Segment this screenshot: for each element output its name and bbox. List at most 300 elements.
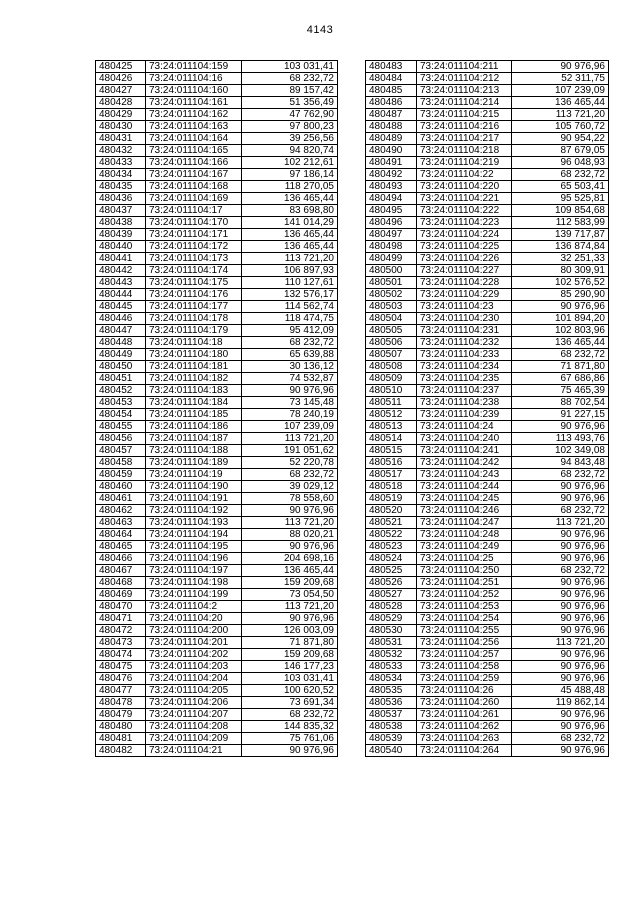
table-row — [96, 577, 338, 589]
cadastral-number: 73:24:011104:185 — [146, 409, 242, 421]
cadastral-value: 90 976,96 — [242, 505, 338, 517]
cadastral-number: 73:24:011104:166 — [146, 157, 242, 169]
table-row — [96, 205, 338, 217]
cadastral-number: 73:24:011104:217 — [417, 133, 512, 145]
table-row — [96, 313, 338, 325]
table-row — [366, 637, 609, 649]
cadastral-value: 52 311,75 — [512, 73, 609, 85]
cadastral-number: 73:24:011104:161 — [146, 97, 242, 109]
row-number: 480434 — [96, 169, 146, 181]
row-number: 480530 — [366, 625, 417, 637]
table-row — [366, 457, 609, 469]
row-number: 480464 — [96, 529, 146, 541]
cadastral-value: 90 976,96 — [512, 709, 609, 721]
table-row — [366, 145, 609, 157]
table-row — [366, 373, 609, 385]
table-row — [96, 229, 338, 241]
cadastral-value: 144 835,32 — [242, 721, 338, 733]
table-row — [366, 517, 609, 529]
cadastral-value: 159 209,68 — [242, 577, 338, 589]
table-row — [96, 433, 338, 445]
table-row — [366, 85, 609, 97]
row-number: 480517 — [366, 469, 417, 481]
row-number: 480526 — [366, 577, 417, 589]
cadastral-value: 68 232,72 — [512, 565, 609, 577]
row-number: 480442 — [96, 265, 146, 277]
cadastral-number: 73:24:011104:232 — [417, 337, 512, 349]
table-row — [96, 409, 338, 421]
cadastral-value: 90 976,96 — [512, 529, 609, 541]
cadastral-value: 136 465,44 — [242, 565, 338, 577]
cadastral-value: 204 698,16 — [242, 553, 338, 565]
table-row — [366, 61, 609, 73]
row-number: 480482 — [96, 745, 146, 757]
table-row — [366, 733, 609, 745]
table-row — [366, 577, 609, 589]
table-row — [96, 745, 338, 757]
cadastral-number: 73:24:011104:256 — [417, 637, 512, 649]
table-row — [96, 73, 338, 85]
table-row — [366, 625, 609, 637]
table-row — [96, 253, 338, 265]
table-row — [366, 409, 609, 421]
cadastral-number: 73:24:011104:253 — [417, 601, 512, 613]
row-number: 480456 — [96, 433, 146, 445]
row-number: 480460 — [96, 481, 146, 493]
cadastral-number: 73:24:011104:225 — [417, 241, 512, 253]
table-row — [96, 373, 338, 385]
cadastral-number: 73:24:011104:21 — [146, 745, 242, 757]
row-number: 480447 — [96, 325, 146, 337]
cadastral-number: 73:24:011104:261 — [417, 709, 512, 721]
cadastral-value: 139 717,87 — [512, 229, 609, 241]
row-number: 480438 — [96, 217, 146, 229]
cadastral-table-right — [365, 60, 609, 757]
cadastral-value: 45 488,48 — [512, 685, 609, 697]
table-row — [96, 709, 338, 721]
row-number: 480466 — [96, 553, 146, 565]
cadastral-number: 73:24:011104:224 — [417, 229, 512, 241]
table-row — [96, 157, 338, 169]
table-row — [96, 145, 338, 157]
table-row — [96, 457, 338, 469]
row-number: 480496 — [366, 217, 417, 229]
row-number: 480427 — [96, 85, 146, 97]
cadastral-value: 136 465,44 — [512, 97, 609, 109]
row-number: 480504 — [366, 313, 417, 325]
row-number: 480439 — [96, 229, 146, 241]
row-number: 480479 — [96, 709, 146, 721]
row-number: 480499 — [366, 253, 417, 265]
table-row — [96, 517, 338, 529]
cadastral-number: 73:24:011104:20 — [146, 613, 242, 625]
table-row — [366, 493, 609, 505]
cadastral-value: 110 127,61 — [242, 277, 338, 289]
table-row — [96, 193, 338, 205]
cadastral-number: 73:24:011104:159 — [146, 61, 242, 73]
table-row — [96, 445, 338, 457]
row-number: 480491 — [366, 157, 417, 169]
table-row — [366, 649, 609, 661]
cadastral-value: 90 976,96 — [512, 625, 609, 637]
cadastral-number: 73:24:011104:197 — [146, 565, 242, 577]
table-row — [96, 673, 338, 685]
cadastral-value: 132 576,17 — [242, 289, 338, 301]
row-number: 480512 — [366, 409, 417, 421]
table-row — [96, 301, 338, 313]
row-number: 480425 — [96, 61, 146, 73]
cadastral-number: 73:24:011104:218 — [417, 145, 512, 157]
table-row — [366, 565, 609, 577]
cadastral-number: 73:24:011104:242 — [417, 457, 512, 469]
cadastral-value: 68 232,72 — [242, 337, 338, 349]
table-row — [366, 673, 609, 685]
cadastral-value: 101 894,20 — [512, 313, 609, 325]
cadastral-number: 73:24:011104:184 — [146, 397, 242, 409]
cadastral-number: 73:24:011104:203 — [146, 661, 242, 673]
row-number: 480537 — [366, 709, 417, 721]
cadastral-number: 73:24:011104:207 — [146, 709, 242, 721]
row-number: 480505 — [366, 325, 417, 337]
cadastral-value: 90 976,96 — [242, 613, 338, 625]
cadastral-number: 73:24:011104:175 — [146, 277, 242, 289]
cadastral-value: 68 232,72 — [512, 733, 609, 745]
cadastral-number: 73:24:011104:26 — [417, 685, 512, 697]
cadastral-value: 85 290,90 — [512, 289, 609, 301]
cadastral-number: 73:24:011104:169 — [146, 193, 242, 205]
table-row — [96, 649, 338, 661]
cadastral-number: 73:24:011104:235 — [417, 373, 512, 385]
cadastral-value: 113 721,20 — [512, 109, 609, 121]
table-row — [366, 601, 609, 613]
cadastral-value: 95 412,09 — [242, 325, 338, 337]
cadastral-number: 73:24:011104:254 — [417, 613, 512, 625]
row-number: 480472 — [96, 625, 146, 637]
cadastral-number: 73:24:011104:211 — [417, 61, 512, 73]
cadastral-number: 73:24:011104:260 — [417, 697, 512, 709]
cadastral-number: 73:24:011104:18 — [146, 337, 242, 349]
cadastral-number: 73:24:011104:219 — [417, 157, 512, 169]
cadastral-number: 73:24:011104:174 — [146, 265, 242, 277]
table-row — [96, 241, 338, 253]
cadastral-value: 68 232,72 — [512, 169, 609, 181]
table-row — [366, 445, 609, 457]
table-row — [366, 541, 609, 553]
table-row — [96, 697, 338, 709]
table-row — [366, 745, 609, 757]
cadastral-value: 90 976,96 — [512, 649, 609, 661]
cadastral-number: 73:24:011104:209 — [146, 733, 242, 745]
row-number: 480433 — [96, 157, 146, 169]
row-number: 480539 — [366, 733, 417, 745]
row-number: 480494 — [366, 193, 417, 205]
cadastral-value: 136 465,44 — [242, 241, 338, 253]
cadastral-value: 100 620,52 — [242, 685, 338, 697]
table-row — [366, 265, 609, 277]
cadastral-number: 73:24:011104:249 — [417, 541, 512, 553]
table-row — [96, 97, 338, 109]
row-number: 480497 — [366, 229, 417, 241]
cadastral-value: 118 270,05 — [242, 181, 338, 193]
cadastral-number: 73:24:011104:19 — [146, 469, 242, 481]
row-number: 480463 — [96, 517, 146, 529]
cadastral-value: 39 029,12 — [242, 481, 338, 493]
table-row — [96, 721, 338, 733]
row-number: 480524 — [366, 553, 417, 565]
row-number: 480469 — [96, 589, 146, 601]
row-number: 480474 — [96, 649, 146, 661]
row-number: 480470 — [96, 601, 146, 613]
table-row — [366, 397, 609, 409]
cadastral-value: 68 232,72 — [512, 469, 609, 481]
cadastral-value: 90 976,96 — [512, 721, 609, 733]
cadastral-value: 73 691,34 — [242, 697, 338, 709]
row-number: 480435 — [96, 181, 146, 193]
row-number: 480445 — [96, 301, 146, 313]
table-row — [366, 721, 609, 733]
cadastral-value: 65 639,88 — [242, 349, 338, 361]
row-number: 480500 — [366, 265, 417, 277]
row-number: 480436 — [96, 193, 146, 205]
table-row — [366, 193, 609, 205]
row-number: 480468 — [96, 577, 146, 589]
table-row — [366, 241, 609, 253]
table-row — [96, 277, 338, 289]
cadastral-number: 73:24:011104:17 — [146, 205, 242, 217]
cadastral-value: 90 976,96 — [512, 745, 609, 757]
table-row — [366, 349, 609, 361]
table-row — [366, 109, 609, 121]
row-number: 480428 — [96, 97, 146, 109]
cadastral-number: 73:24:011104:181 — [146, 361, 242, 373]
cadastral-value: 113 721,20 — [242, 517, 338, 529]
table-row — [96, 685, 338, 697]
cadastral-number: 73:24:011104:162 — [146, 109, 242, 121]
row-number: 480522 — [366, 529, 417, 541]
table-row — [366, 133, 609, 145]
row-number: 480492 — [366, 169, 417, 181]
cadastral-number: 73:24:011104:190 — [146, 481, 242, 493]
cadastral-value: 68 232,72 — [512, 349, 609, 361]
cadastral-value: 112 583,99 — [512, 217, 609, 229]
cadastral-number: 73:24:011104:262 — [417, 721, 512, 733]
table-row — [366, 277, 609, 289]
cadastral-value: 90 976,96 — [242, 385, 338, 397]
cadastral-number: 73:24:011104:212 — [417, 73, 512, 85]
cadastral-value: 113 721,20 — [512, 517, 609, 529]
cadastral-number: 73:24:011104:241 — [417, 445, 512, 457]
cadastral-number: 73:24:011104:195 — [146, 541, 242, 553]
row-number: 480455 — [96, 421, 146, 433]
cadastral-number: 73:24:011104:250 — [417, 565, 512, 577]
row-number: 480513 — [366, 421, 417, 433]
page-number: 4143 — [306, 24, 334, 36]
table-row — [96, 493, 338, 505]
cadastral-number: 73:24:011104:231 — [417, 325, 512, 337]
cadastral-value: 89 157,42 — [242, 85, 338, 97]
cadastral-number: 73:24:011104:258 — [417, 661, 512, 673]
row-number: 480473 — [96, 637, 146, 649]
cadastral-value: 90 976,96 — [242, 745, 338, 757]
cadastral-value: 96 048,93 — [512, 157, 609, 169]
cadastral-number: 73:24:011104:180 — [146, 349, 242, 361]
cadastral-value: 90 976,96 — [512, 493, 609, 505]
row-number: 480483 — [366, 61, 417, 73]
cadastral-table-left — [95, 60, 338, 757]
cadastral-value: 68 232,72 — [512, 505, 609, 517]
cadastral-value: 114 562,74 — [242, 301, 338, 313]
cadastral-value: 136 465,44 — [242, 229, 338, 241]
row-number: 480511 — [366, 397, 417, 409]
table-row — [366, 469, 609, 481]
table-row — [96, 349, 338, 361]
cadastral-value: 30 136,12 — [242, 361, 338, 373]
row-number: 480467 — [96, 565, 146, 577]
cadastral-value: 113 721,20 — [242, 433, 338, 445]
row-number: 480493 — [366, 181, 417, 193]
cadastral-value: 90 976,96 — [512, 613, 609, 625]
cadastral-value: 103 031,41 — [242, 673, 338, 685]
row-number: 480485 — [366, 85, 417, 97]
cadastral-number: 73:24:011104:259 — [417, 673, 512, 685]
row-number: 480449 — [96, 349, 146, 361]
row-number: 480501 — [366, 277, 417, 289]
row-number: 480527 — [366, 589, 417, 601]
cadastral-value: 71 871,80 — [242, 637, 338, 649]
table-row — [96, 265, 338, 277]
row-number: 480461 — [96, 493, 146, 505]
cadastral-value: 97 800,23 — [242, 121, 338, 133]
row-number: 480478 — [96, 697, 146, 709]
cadastral-number: 73:24:011104:214 — [417, 97, 512, 109]
cadastral-number: 73:24:011104:204 — [146, 673, 242, 685]
row-number: 480523 — [366, 541, 417, 553]
cadastral-number: 73:24:011104:202 — [146, 649, 242, 661]
cadastral-value: 90 976,96 — [512, 541, 609, 553]
cadastral-number: 73:24:011104:167 — [146, 169, 242, 181]
table-row — [366, 505, 609, 517]
cadastral-number: 73:24:011104:164 — [146, 133, 242, 145]
cadastral-value: 113 493,76 — [512, 433, 609, 445]
cadastral-value: 75 465,39 — [512, 385, 609, 397]
row-number: 480450 — [96, 361, 146, 373]
cadastral-number: 73:24:011104:246 — [417, 505, 512, 517]
cadastral-number: 73:24:011104:215 — [417, 109, 512, 121]
table-row — [366, 361, 609, 373]
row-number: 480441 — [96, 253, 146, 265]
row-number: 480536 — [366, 697, 417, 709]
row-number: 480508 — [366, 361, 417, 373]
row-number: 480540 — [366, 745, 417, 757]
cadastral-number: 73:24:011104:189 — [146, 457, 242, 469]
cadastral-value: 32 251,33 — [512, 253, 609, 265]
row-number: 480484 — [366, 73, 417, 85]
table-row — [366, 325, 609, 337]
cadastral-number: 73:24:011104:183 — [146, 385, 242, 397]
cadastral-number: 73:24:011104:193 — [146, 517, 242, 529]
cadastral-number: 73:24:011104:24 — [417, 421, 512, 433]
cadastral-value: 52 220,78 — [242, 457, 338, 469]
row-number: 480465 — [96, 541, 146, 553]
cadastral-value: 141 014,29 — [242, 217, 338, 229]
cadastral-value: 73 054,50 — [242, 589, 338, 601]
table-row — [96, 481, 338, 493]
cadastral-value: 88 702,54 — [512, 397, 609, 409]
row-number: 480459 — [96, 469, 146, 481]
cadastral-number: 73:24:011104:163 — [146, 121, 242, 133]
cadastral-number: 73:24:011104:234 — [417, 361, 512, 373]
table-row — [366, 181, 609, 193]
cadastral-value: 87 679,05 — [512, 145, 609, 157]
table-row — [96, 169, 338, 181]
table-row — [366, 229, 609, 241]
table-row — [366, 529, 609, 541]
cadastral-number: 73:24:011104:213 — [417, 85, 512, 97]
row-number: 480519 — [366, 493, 417, 505]
cadastral-value: 83 698,80 — [242, 205, 338, 217]
cadastral-number: 73:24:011104:196 — [146, 553, 242, 565]
table-row — [96, 121, 338, 133]
table-row — [366, 169, 609, 181]
row-number: 480462 — [96, 505, 146, 517]
cadastral-number: 73:24:011104:251 — [417, 577, 512, 589]
cadastral-number: 73:24:011104:264 — [417, 745, 512, 757]
row-number: 480444 — [96, 289, 146, 301]
cadastral-value: 65 503,41 — [512, 181, 609, 193]
table-row — [96, 505, 338, 517]
cadastral-value: 102 212,61 — [242, 157, 338, 169]
table-row — [366, 589, 609, 601]
table-row — [96, 601, 338, 613]
cadastral-number: 73:24:011104:171 — [146, 229, 242, 241]
table-row — [96, 613, 338, 625]
cadastral-number: 73:24:011104:22 — [417, 169, 512, 181]
row-number: 480431 — [96, 133, 146, 145]
cadastral-number: 73:24:011104:178 — [146, 313, 242, 325]
cadastral-number: 73:24:011104:173 — [146, 253, 242, 265]
table-row — [96, 529, 338, 541]
table-row — [96, 397, 338, 409]
cadastral-value: 47 762,90 — [242, 109, 338, 121]
cadastral-value: 39 256,56 — [242, 133, 338, 145]
cadastral-value: 106 897,93 — [242, 265, 338, 277]
cadastral-number: 73:24:011104:229 — [417, 289, 512, 301]
cadastral-value: 90 976,96 — [512, 301, 609, 313]
table-row — [96, 625, 338, 637]
row-number: 480533 — [366, 661, 417, 673]
cadastral-value: 119 862,14 — [512, 697, 609, 709]
row-number: 480502 — [366, 289, 417, 301]
row-number: 480535 — [366, 685, 417, 697]
cadastral-value: 90 954,22 — [512, 133, 609, 145]
cadastral-value: 109 854,68 — [512, 205, 609, 217]
cadastral-value: 90 976,96 — [242, 541, 338, 553]
cadastral-number: 73:24:011104:221 — [417, 193, 512, 205]
table-row — [366, 253, 609, 265]
cadastral-number: 73:24:011104:160 — [146, 85, 242, 97]
cadastral-number: 73:24:011104:194 — [146, 529, 242, 541]
row-number: 480457 — [96, 445, 146, 457]
cadastral-value: 90 976,96 — [512, 601, 609, 613]
row-number: 480515 — [366, 445, 417, 457]
row-number: 480489 — [366, 133, 417, 145]
row-number: 480480 — [96, 721, 146, 733]
table-row — [96, 61, 338, 73]
row-number: 480538 — [366, 721, 417, 733]
cadastral-value: 68 232,72 — [242, 709, 338, 721]
cadastral-value: 67 686,86 — [512, 373, 609, 385]
table-row — [96, 553, 338, 565]
